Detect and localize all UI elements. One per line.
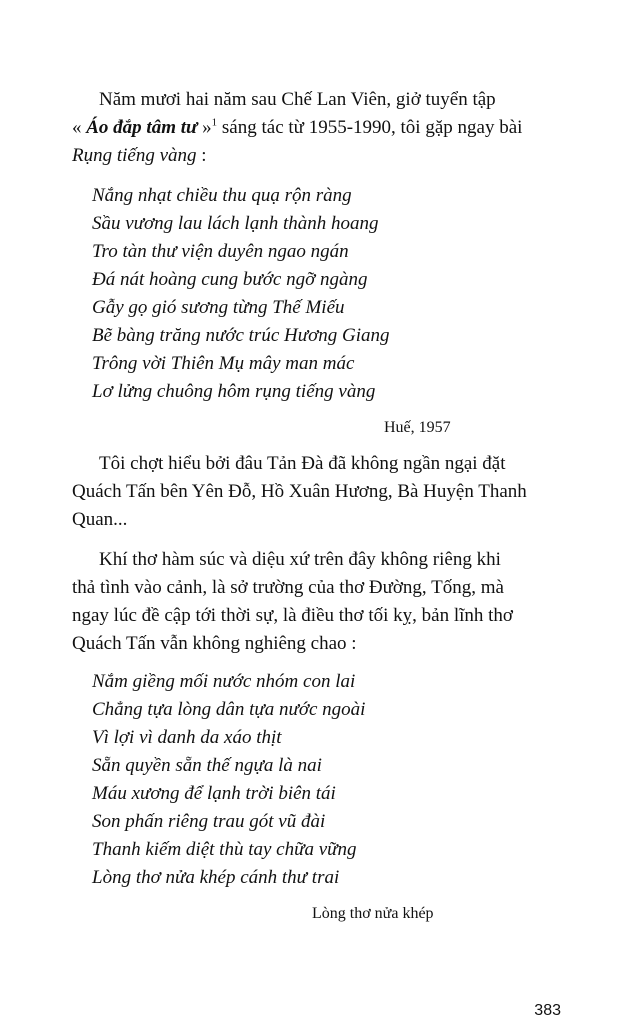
paragraph-1-line-1: Năm mươi hai năm sau Chế Lan Viên, giở tuyển tập bbox=[99, 89, 496, 110]
poem-2-verse: Thanh kiếm diệt thù tay chữa vững bbox=[92, 839, 357, 860]
footnote-marker: 1 bbox=[211, 116, 218, 129]
poem-2 bbox=[92, 668, 512, 892]
paragraph-2-line-1: Tôi chợt hiểu bởi đâu Tản Đà đã không ngần ngại đặt bbox=[99, 453, 506, 474]
poem-2-attribution: Lòng thơ nửa khép bbox=[312, 905, 434, 922]
paragraph-2 bbox=[72, 450, 560, 534]
poem-title: Rụng tiếng vàng bbox=[72, 145, 197, 166]
poem-2-verse: Sẵn quyền sẵn thế ngựa là nai bbox=[92, 755, 322, 776]
poem-1-verse: Trông vời Thiên Mụ mây man mác bbox=[92, 353, 355, 374]
poem-1-verse: Lơ lửng chuông hôm rụng tiếng vàng bbox=[92, 381, 376, 402]
poem-1-verse: Nắng nhạt chiều thu quạ rộn ràng bbox=[92, 185, 352, 206]
poem-2-verse: Nắm giềng mối nước nhóm con lai bbox=[92, 671, 356, 692]
poem-2-verse: Chẳng tựa lòng dân tựa nước ngoài bbox=[92, 699, 366, 720]
paragraph-3 bbox=[72, 546, 560, 658]
poem-1-verse: Tro tàn thư viện duyên ngao ngán bbox=[92, 241, 349, 262]
poem-1-verse: Đá nát hoàng cung bước ngỡ ngàng bbox=[92, 269, 368, 290]
paragraph-1 bbox=[72, 86, 560, 170]
poem-1-attribution: Huế, 1957 bbox=[384, 419, 451, 436]
poem-1-verse: Sầu vương lau lách lạnh thành hoang bbox=[92, 213, 379, 234]
poem-2-verse: Son phấn riêng trau gót vũ đài bbox=[92, 811, 326, 832]
paragraph-3-line-2: thả tình vào cảnh, là sở trường của thơ Đường, Tống, mà bbox=[72, 577, 504, 598]
poem-2-verse: Máu xương để lạnh trời biên tái bbox=[92, 783, 336, 804]
paragraph-1-line-2-text: sáng tác từ 1955-1990, tôi gặp ngay bài bbox=[217, 117, 523, 138]
paragraph-1-line-3 bbox=[72, 142, 560, 170]
close-quote: » bbox=[197, 117, 212, 138]
paragraph-2-line-3: Quan... bbox=[72, 509, 128, 530]
poem-1-verse: Bẽ bàng trăng nước trúc Hương Giang bbox=[92, 325, 390, 346]
paragraph-3-line-4: Quách Tấn vẫn không nghiêng chao : bbox=[72, 633, 357, 654]
poem-2-verse: Lòng thơ nửa khép cánh thư trai bbox=[92, 867, 340, 888]
poem-1 bbox=[92, 182, 512, 406]
poem-1-verse: Gẫy gọ gió sương từng Thế Miếu bbox=[92, 297, 345, 318]
open-quote: « bbox=[72, 117, 87, 138]
paragraph-2-line-2: Quách Tấn bên Yên Đỗ, Hồ Xuân Hương, Bà Huyện Thanh bbox=[72, 481, 527, 502]
page-number: 383 bbox=[534, 1002, 561, 1019]
poem-2-verse: Vì lợi vì danh da xáo thịt bbox=[92, 727, 282, 748]
paragraph-3-line-3: ngay lúc đề cập tới thời sự, là điều thơ tối kỵ, bản lĩnh thơ bbox=[72, 605, 513, 626]
paragraph-1-line-2 bbox=[72, 114, 560, 142]
book-title: Áo đắp tâm tư bbox=[86, 117, 198, 138]
colon: : bbox=[196, 145, 207, 166]
paragraph-3-line-1: Khí thơ hàm súc và diệu xứ trên đây không riêng khi bbox=[99, 549, 501, 570]
